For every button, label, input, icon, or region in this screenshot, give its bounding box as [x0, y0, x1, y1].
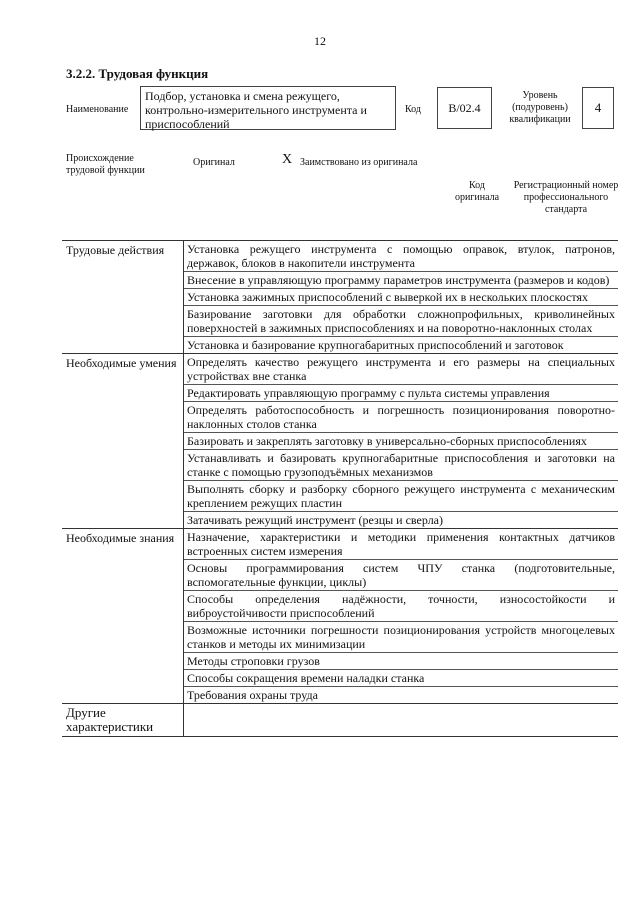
section-label: Другие характеристики [62, 704, 184, 736]
name-value: Подбор, установка и смена режущего, контрольно-измерительного инструмента и приспособлений [140, 86, 396, 130]
table-row: Устанавливать и базировать крупногабаритные приспособления и заготовки на станке с помощью грузоподъёмных механизмов [184, 450, 618, 481]
original-check-mark: X [282, 152, 293, 167]
table-row: Затачивать режущий инструмент (резцы и сверла) [187, 513, 444, 527]
origin-label: Происхождение трудовой функции [66, 153, 145, 176]
table-section [62, 529, 618, 704]
level-label: Уровень (подуровень) квалификации [509, 90, 571, 125]
level-value: 4 [582, 87, 614, 129]
table-row: Базирование заготовки для обработки сложнопрофильных, криволинейных поверхностей в зажимных приспособлениях и на поворотно-наклонных столах [184, 306, 618, 337]
page-number: 12 [314, 34, 326, 48]
table-row: Установка зажимных приспособлений с выверкой их в нескольких плоскостях [184, 289, 618, 306]
table-row: Методы строповки грузов [184, 653, 618, 670]
table-row: Выполнять сборку и разборку сборного режущего инструмента с механическим креплением режущих пластин [184, 481, 618, 512]
table-row: Определять работоспособность и погрешность позиционирования поворотно-наклонных столов станка [184, 402, 618, 433]
section-label: Трудовые действия [62, 241, 184, 353]
section-label: Необходимые знания [62, 529, 184, 703]
table-row: Назначение, характеристики и методики применения контактных датчиков встроенных систем измерения [184, 529, 618, 560]
registration-number-label: Регистрационный номер профессионального стандарта [513, 180, 619, 215]
code-label: Код [405, 104, 421, 115]
table-row: Основы программирования систем ЧПУ станка (подготовительные, вспомогательные функции, циклы) [184, 560, 618, 591]
table-section [62, 704, 618, 737]
table-row: Определять качество режущего инструмента и его размеры на специальных устройствах вне станка [184, 354, 618, 385]
table-row: Способы определения надёжности, точности, износостойкости и виброустойчивости приспособлений [184, 591, 618, 622]
table-row: Внесение в управляющую программу параметров инструмента (размеров и кодов) [184, 272, 618, 289]
borrowed-label: Заимствовано из оригинала [300, 157, 418, 168]
code-original-label: Код оригинала [454, 180, 500, 203]
table-row: Способы сокращения времени наладки станка [184, 670, 618, 687]
table-row: Установка режущего инструмента с помощью оправок, втулок, патронов, державок, блоков в накопители инструмента [184, 241, 618, 272]
code-value: B/02.4 [437, 87, 492, 129]
table-row: Редактировать управляющую программу с пульта системы управления [184, 385, 618, 402]
function-details-table [62, 240, 618, 737]
table-section [62, 354, 618, 529]
table-section [62, 240, 618, 354]
original-label: Оригинал [193, 157, 235, 168]
name-label: Наименование [66, 104, 129, 115]
section-heading: 3.2.2. Трудовая функция [66, 66, 209, 81]
table-row: Базировать и закреплять заготовку в универсально-сборных приспособлениях [184, 433, 618, 450]
table-row [184, 704, 618, 734]
table-row: Требования охраны труда [187, 688, 318, 702]
section-label: Необходимые умения [62, 354, 184, 528]
table-row: Возможные источники погрешности позиционирования устройств многоцелевых станков и методы их минимизации [184, 622, 618, 653]
table-row: Установка и базирование крупногабаритных приспособлений и заготовок [187, 338, 564, 352]
